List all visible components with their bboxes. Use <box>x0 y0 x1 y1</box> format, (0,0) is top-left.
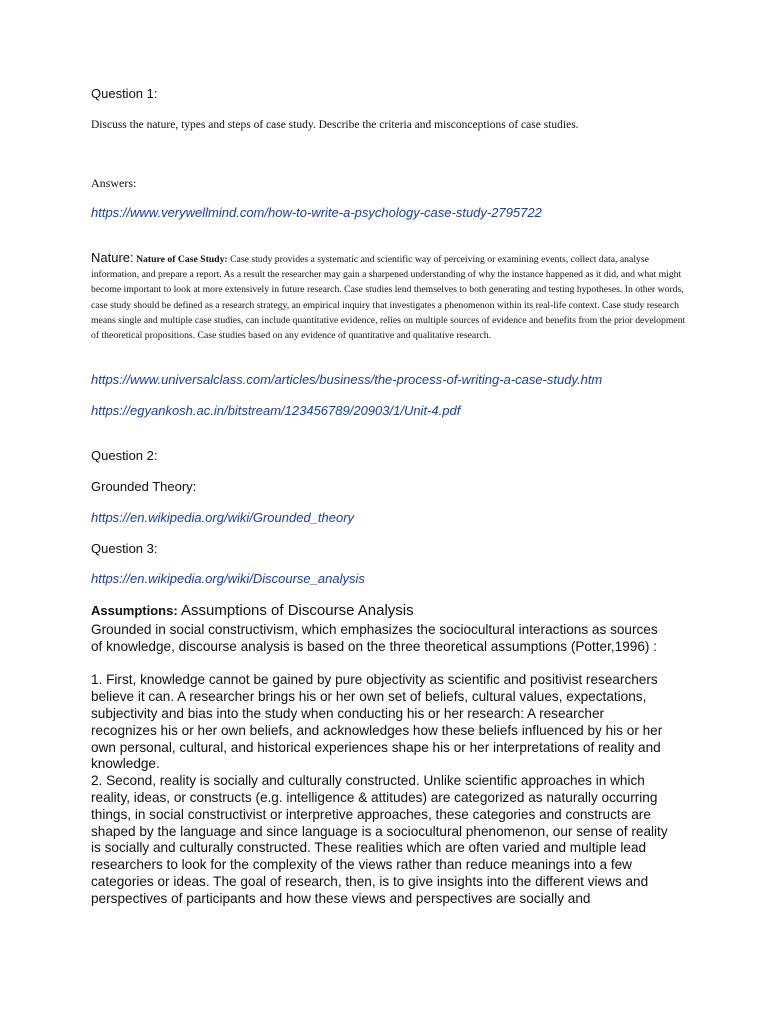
link-grounded-theory[interactable]: https://en.wikipedia.org/wiki/Grounded_theory <box>91 510 355 525</box>
assumptions-label: Assumptions: <box>91 603 178 618</box>
link-egyankosh[interactable]: https://egyankosh.ac.in/bitstream/123456789/20903/1/Unit-4.pdf <box>91 403 461 418</box>
nature-paragraph <box>91 250 686 343</box>
link-universalclass[interactable]: https://www.universalclass.com/articles/business/the-process-of-writing-a-case-study.htm <box>91 372 603 387</box>
link-discourse-analysis[interactable]: https://en.wikipedia.org/wiki/Discourse_analysis <box>91 571 365 586</box>
question-2-heading: Question 2: <box>91 448 158 463</box>
discourse-body <box>91 622 671 908</box>
nature-text: Case study provides a systematic and scientific way of perceiving or examining events, collect data, analyse information, and prepare a report. As a result the researcher may gain a sharpened understanding of why the instance happened as it did, and what might become important to look at more extensively in future research. Case studies lend themselves to both generating and testing hypotheses. In other words, case study should be defined as a research strategy, an empirical inquiry that investigates a phenomenon within its real-life context. Case study research means single and multiple case studies, can include quantitative evidence, relies on multiple sources of evidence and benefits from the prior development of theoretical propositions. Case studies based on any evidence of quantitative and qualitative research. <box>91 254 686 342</box>
assumption-point-1: 1. First, knowledge cannot be gained by pure objectivity as scientific and positivist researchers believe it can. A researcher brings his or her own set of beliefs, cultural values, expectations, subjectivity and bias into the study when conducting his or her research: A researcher recognizes his or her own beliefs, and acknowledges how these beliefs influenced by his or her own personal, cultural, and historical experiences shape his or her interpretations of reality and knowledge. <box>91 672 663 772</box>
assumption-point-2: 2. Second, reality is socially and culturally constructed. Unlike scientific approaches in which reality, ideas, or constructs (e.g. intelligence & attitudes) are categorized as naturally occurring things, in social constructivist or interpretive approaches, these categories and constructs are shaped by the language and since language is a sociocultural phenomenon, our sense of reality is socially and culturally constructed. These realities which are often varied and multiple lead researchers to look for the complexity of the views rather than reduce meanings into a few categories or ideas. The goal of research, then, is to give insights into the different views and perspectives of participants and how these views and perspectives are socially and <box>91 773 668 906</box>
question-1-prompt: Discuss the nature, types and steps of case study. Describe the criteria and misconceptions of case studies. <box>91 119 579 131</box>
link-verywellmind[interactable]: https://www.verywellmind.com/how-to-write-a-psychology-case-study-2795722 <box>91 205 542 220</box>
answers-label: Answers: <box>91 176 137 190</box>
assumptions-intro: Grounded in social constructivism, which emphasizes the sociocultural interactions as sources of knowledge, discourse analysis is based on the three theoretical assumptions (Potter,1996) : <box>91 622 658 654</box>
assumptions-heading <box>91 602 414 619</box>
question-3-heading: Question 3: <box>91 541 158 556</box>
assumptions-title: Assumptions of Discourse Analysis <box>181 602 414 619</box>
grounded-theory-label: Grounded Theory: <box>91 479 197 494</box>
nature-bold-heading: Nature of Case Study: <box>136 254 228 265</box>
nature-lead: Nature: <box>91 250 134 265</box>
question-1-heading: Question 1: <box>91 86 158 101</box>
